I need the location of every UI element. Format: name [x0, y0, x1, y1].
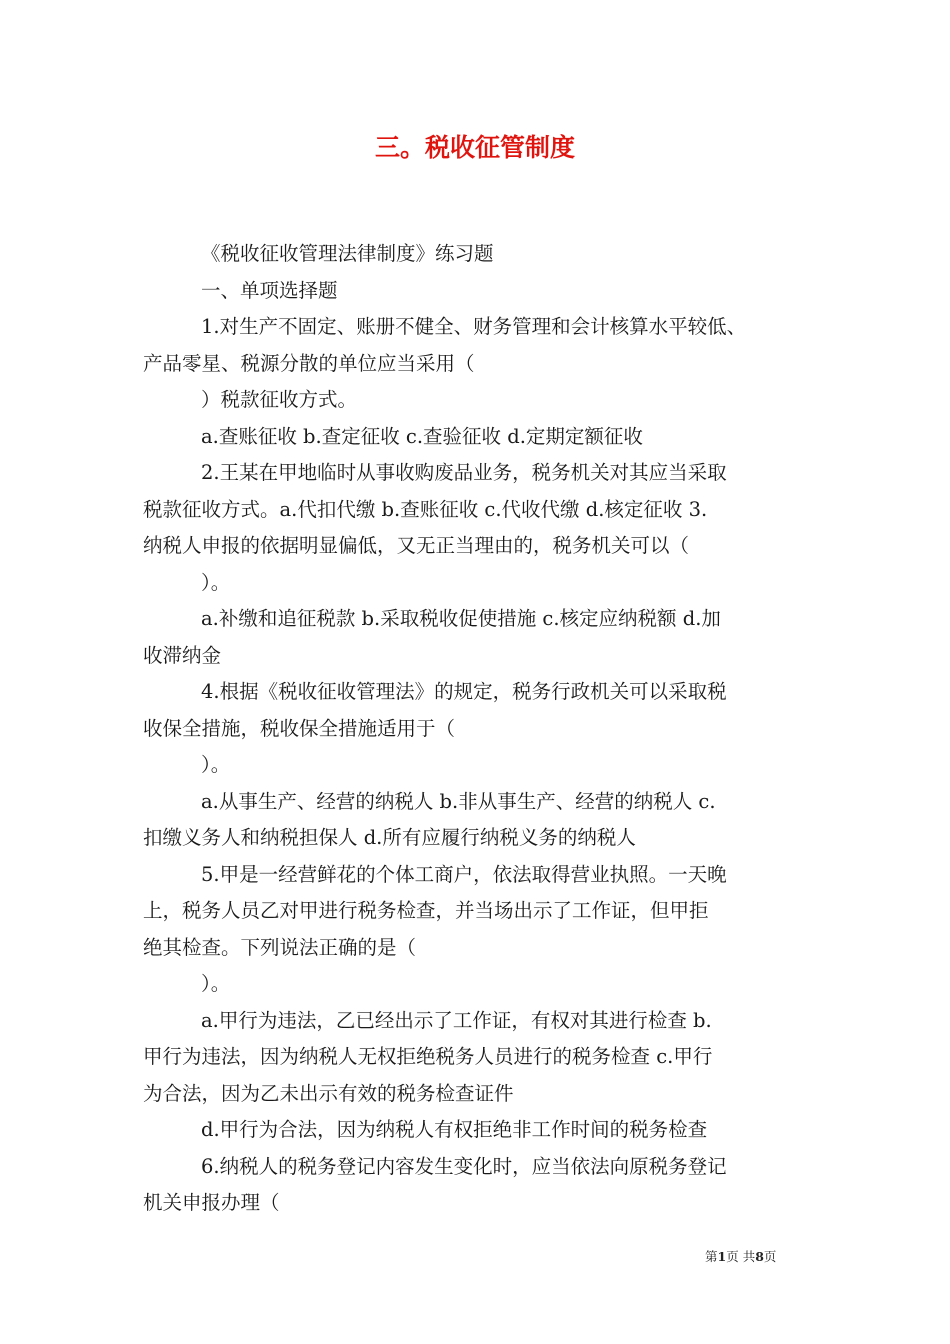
text-line: 4.根据《税收征收管理法》的规定，税务行政机关可以采取税 [201, 680, 727, 703]
footer-suffix: 页 [763, 1249, 777, 1264]
text-line: 纳税人申报的依据明显偏低，又无正当理由的，税务机关可以（ [143, 534, 690, 557]
text-line: 机关申报办理（ [143, 1191, 280, 1214]
text-line: 上，税务人员乙对甲进行税务检查，并当场出示了工作证，但甲拒 [143, 899, 709, 922]
text-line: 5.甲是一经营鲜花的个体工商户，依法取得营业执照。一天晚 [201, 862, 727, 886]
page-title: 三。税收征管制度 [374, 133, 575, 162]
footer-middle: 页 共 [726, 1249, 756, 1264]
text-line: ）。 [201, 972, 231, 995]
text-line: 6.纳税人的税务登记内容发生变化时，应当依法向原税务登记 [201, 1154, 727, 1178]
text-line: 为合法，因为乙未出示有效的税务检查证件 [143, 1081, 514, 1105]
text-line: 《税收征收管理法律制度》练习题 [201, 242, 494, 265]
current-page-number: 1 [717, 1249, 727, 1264]
text-line: a.甲行为违法，乙已经出示了工作证，有权对其进行检查 b. [201, 1008, 712, 1032]
page-number-footer [705, 1247, 776, 1265]
text-line: 甲行为违法，因为纳税人无权拒绝税务人员进行的税务检查 c.甲行 [143, 1045, 713, 1068]
total-page-number: 8 [755, 1249, 764, 1264]
text-line: 扣缴义务人和纳税担保人 d.所有应履行纳税义务的纳税人 [143, 826, 636, 849]
document-body [143, 236, 811, 1222]
footer-prefix: 第 [705, 1249, 718, 1264]
text-line: ）。 [201, 753, 231, 776]
text-line: 2.王某在甲地临时从事收购废品业务，税务机关对其应当采取 [201, 461, 727, 484]
text-line: 绝其检查。下列说法正确的是（ [143, 935, 417, 959]
text-line: 1.对生产不固定、账册不健全、财务管理和会计核算水平较低、 [201, 315, 747, 338]
text-line: ）税款征收方式。 [201, 388, 358, 411]
text-line: 收保全措施，税收保全措施适用于（ [143, 716, 456, 740]
text-line: 收滞纳金 [143, 643, 222, 667]
text-line: d.甲行为合法，因为纳税人有权拒绝非工作时间的税务检查 [201, 1118, 708, 1141]
text-line: ）。 [201, 570, 231, 594]
text-line: a.从事生产、经营的纳税人 b.非从事生产、经营的纳税人 c. [201, 789, 716, 813]
text-line: a.查账征收 b.查定征收 c.查验征收 d.定期定额征收 [201, 424, 643, 448]
text-line: a.补缴和追征税款 b.采取税收促使措施 c.核定应纳税额 d.加 [201, 607, 721, 630]
text-line: 税款征收方式。a.代扣代缴 b.查账征收 c.代收代缴 d.核定征收 3. [143, 497, 708, 521]
text-line: 一、单项选择题 [201, 278, 338, 302]
text-line: 产品零星、税源分散的单位应当采用（ [143, 351, 475, 375]
